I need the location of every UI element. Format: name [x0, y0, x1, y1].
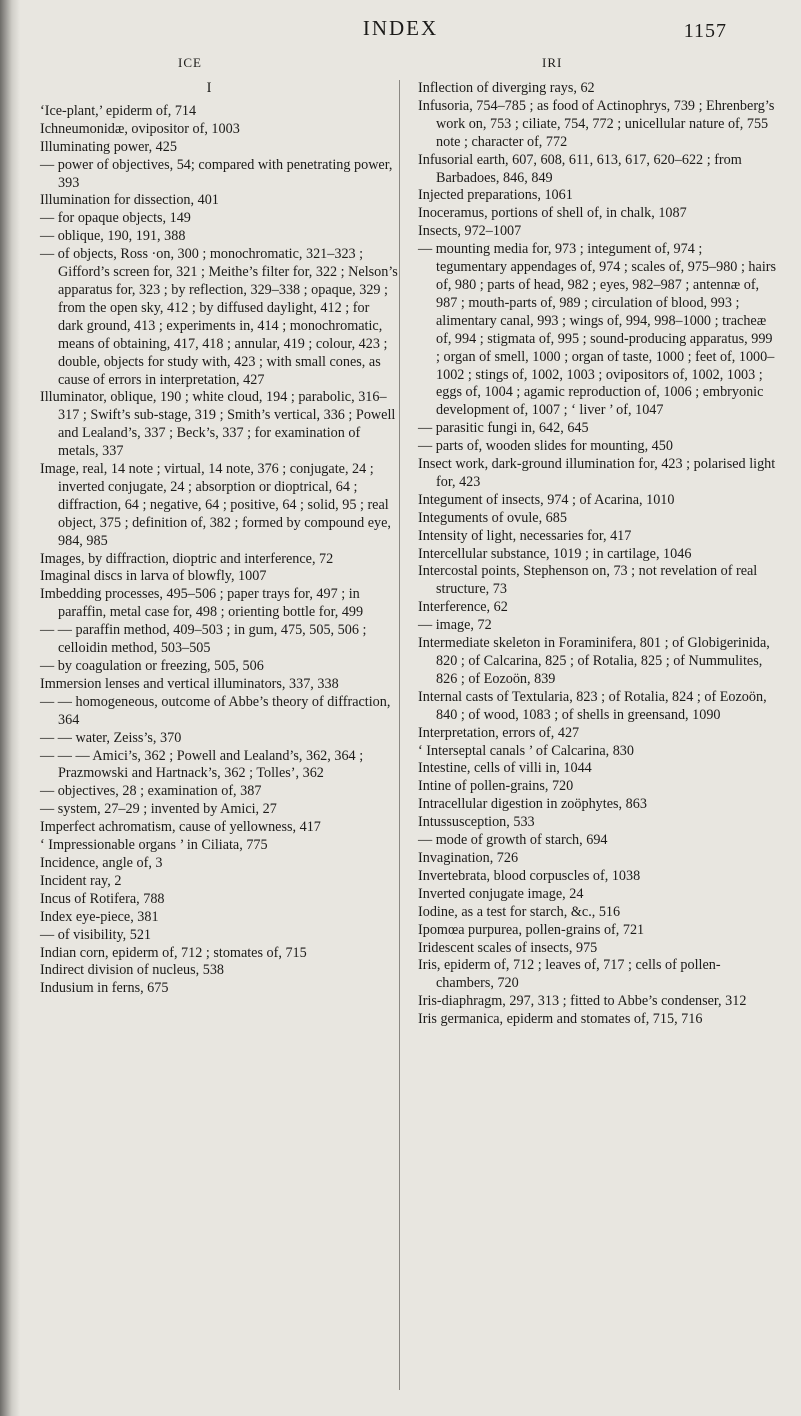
index-entry: — — water, Zeiss’s, 370: [40, 729, 182, 746]
index-entry: Interpretation, errors of, 427: [418, 724, 580, 741]
index-entry: Imbedding processes, 495–506 ; paper trays for, 497 ; in paraffin, metal case for, 498 ; orienting bottle for, 499: [40, 586, 364, 621]
index-entry: Incident ray, 2: [40, 872, 122, 889]
index-entry: Ichneumonidæ, ovipositor of, 1003: [40, 120, 240, 137]
index-entry: ‘ Interseptal canals ’ of Calcarina, 830: [418, 742, 634, 759]
index-entry: Iris germanica, epiderm and stomates of, 715, 716: [418, 1011, 703, 1028]
index-entry: Ipomœa purpurea, pollen-grains of, 721: [418, 921, 645, 938]
index-entry: Infusoria, 754–785 ; as food of Actinophrys, 739 ; Ehrenberg’s work on, 753 ; ciliate, 754, 772 ; unicellular nature of, 755 note ; character of, 772: [418, 97, 775, 150]
page-edge-gradient: [12, 0, 20, 1416]
index-entry: — oblique, 190, 191, 388: [40, 228, 186, 245]
index-entry: Indusium in ferns, 675: [40, 980, 169, 997]
index-entry: ‘ Impressionable organs ’ in Ciliata, 775: [40, 837, 268, 854]
index-entry: Insects, 972–1007: [418, 223, 522, 240]
column-divider: [399, 80, 400, 1390]
index-entry: — — — Amici’s, 362 ; Powell and Lealand’s, 362, 364 ; Prazmowski and Hartnack’s, 362 ; Tolles’, 362: [40, 747, 364, 782]
index-entry: Indian corn, epiderm of, 712 ; stomates of, 715: [40, 944, 307, 961]
index-entry: Inverted conjugate image, 24: [418, 885, 584, 902]
index-entry: Image, real, 14 note ; virtual, 14 note, 376 ; conjugate, 24 ; inverted conjugate, 24 ; absorption or dioptrical, 64 ; diffraction, 64 ; negative, 64 ; positive, 64 ; solid, 95 ; real object, 375 ; definition of, 382 ; formed by compound eye, 984, 985: [40, 461, 391, 549]
index-entry: Intensity of light, necessaries for, 417: [418, 527, 632, 544]
index-entry: Insect work, dark-ground illumination for, 423 ; polarised light for, 423: [418, 456, 776, 490]
index-entry: Internal casts of Textularia, 823 ; of Rotalia, 824 ; of Eozoön, 840 ; of wood, 1083 ; of shells in greensand, 1090: [418, 688, 767, 723]
index-entry: — — paraffin method, 409–503 ; in gum, 475, 505, 506 ; celloidin method, 503–505: [40, 622, 367, 657]
guide-word-right: IRI: [542, 55, 563, 70]
index-entry: Imaginal discs in larva of blowfly, 1007: [40, 568, 267, 585]
index-entry: Integument of insects, 974 ; of Acarina, 1010: [418, 491, 675, 508]
index-entry: Iodine, as a test for starch, &c., 516: [418, 903, 621, 920]
index-entry: Integuments of ovule, 685: [418, 509, 567, 526]
index-entry: — by coagulation or freezing, 505, 506: [40, 658, 264, 674]
index-entry: Indirect division of nucleus, 538: [40, 962, 225, 979]
index-entry: Iridescent scales of insects, 975: [418, 939, 598, 956]
index-entry: Inoceramus, portions of shell of, in chalk, 1087: [418, 205, 687, 222]
index-entry: Illuminating power, 425: [40, 138, 177, 155]
right-column: [418, 80, 776, 1029]
index-entry: — of objects, Ross ·on, 300 ; monochromatic, 321–323 ; Gifford’s screen for, 321 ; Meithe’s filter for, 322 ; Nelson’s apparatus for, 323 ; by reflection, 329–338 ; opaque, 329 ; from the open sky, 412 ; by diffused daylight, 412 ; for dark ground, 413 ; experiments in, 414 ; monochromatic, means of obtaining, 417, 418 ; annular, 419 ; colour, 423 ; double, objects for study with, 423 ; with small cones, as cause of errors in interpretation, 427: [40, 246, 398, 388]
left-column: [40, 80, 398, 998]
index-entry: Intestine, cells of villi in, 1044: [418, 760, 592, 777]
index-entry: — system, 27–29 ; invented by Amici, 27: [40, 801, 277, 818]
index-entry: — mounting media for, 973 ; integument of, 974 ; tegumentary appendages of, 974 ; scales of, 975–980 ; hairs of, 980 ; parts of head, 982 ; eyes, 982–987 ; antennæ of, 987 ; mouth-parts of, 989 ; circulation of blood, 993 ; alimentary canal, 993 ; wings of, 994, 998–1000 ; tracheæ of, 994 ; stigmata of, 995 ; sound-producing apparatus, 999 ; organ of smell, 1000 ; organ of taste, 1000 ; feet of, 1000–1002 ; stings of, 1002, 1003 ; ovipositors of, 1002, 1003 ; eggs of, 1004 ; agamic reproduction of, 1006 ; embryonic development of, 1007 ; ‘ liver ’ of, 1047: [418, 241, 777, 419]
page-number: 1157: [683, 20, 727, 42]
page-title: INDEX: [362, 16, 439, 40]
index-entry: — power of objectives, 54; compared with penetrating power, 393: [40, 156, 393, 191]
index-entry: Intine of pollen-grains, 720: [418, 778, 574, 795]
index-entry: Intracellular digestion in zoöphytes, 863: [418, 796, 647, 813]
index-entry: Invertebrata, blood corpuscles of, 1038: [418, 867, 641, 884]
guide-word-left: ICE: [178, 55, 202, 70]
index-entry: Imperfect achromatism, cause of yellowness, 417: [40, 819, 321, 836]
index-entry: Intussusception, 533: [418, 814, 535, 831]
index-entry: Iris, epiderm of, 712 ; leaves of, 717 ; cells of pollen-chambers, 720: [418, 957, 721, 992]
index-entry: Illuminator, oblique, 190 ; white cloud, 194 ; parabolic, 316–317 ; Swift’s sub-stage, 319 ; Smith’s vertical, 336 ; Powell and Lealand’s, 337 ; Beck’s, 337 ; for examination of metals, 337: [40, 389, 396, 460]
right-entry-list: [418, 80, 776, 1029]
index-entry: Intercellular substance, 1019 ; in cartilage, 1046: [418, 545, 692, 562]
section-letter: I: [206, 80, 212, 96]
index-entry: Index eye-piece, 381: [40, 908, 159, 925]
index-entry: — parasitic fungi in, 642, 645: [418, 420, 589, 437]
index-entry: Illumination for dissection, 401: [40, 192, 219, 209]
index-entry: — image, 72: [418, 617, 492, 634]
left-entry-list: [40, 103, 398, 998]
index-entry: Immersion lenses and vertical illuminators, 337, 338: [40, 675, 339, 692]
index-entry: — of visibility, 521: [40, 926, 152, 943]
index-entry: Invagination, 726: [418, 849, 519, 866]
index-entry: Iris-diaphragm, 297, 313 ; fitted to Abbe’s condenser, 312: [418, 993, 747, 1010]
index-entry: — objectives, 28 ; examination of, 387: [40, 783, 262, 800]
index-entry: Images, by diffraction, dioptric and interference, 72: [40, 550, 334, 567]
index-entry: Incidence, angle of, 3: [40, 854, 163, 871]
index-entry: Injected preparations, 1061: [418, 187, 573, 204]
page-edge-shadow: [0, 0, 12, 1416]
index-entry: Interference, 62: [418, 599, 508, 616]
index-entry: — — homogeneous, outcome of Abbe’s theory of diffraction, 364: [40, 693, 391, 728]
index-entry: Incus of Rotifera, 788: [40, 890, 165, 907]
index-entry: Inflection of diverging rays, 62: [418, 80, 595, 96]
index-entry: Infusorial earth, 607, 608, 611, 613, 617, 620–622 ; from Barbadoes, 846, 849: [418, 151, 742, 186]
index-entry: — mode of growth of starch, 694: [418, 832, 608, 849]
index-entry: — parts of, wooden slides for mounting, 450: [418, 438, 673, 455]
index-entry: ‘Ice-plant,’ epiderm of, 714: [40, 102, 197, 119]
index-entry: Intermediate skeleton in Foraminifera, 801 ; of Globigerinida, 820 ; of Calcarina, 825 ; of Rotalia, 825 ; of Nummulites, 826 ; of Eozoön, 839: [418, 635, 770, 687]
index-entry: Intercostal points, Stephenson on, 73 ; not revelation of real structure, 73: [418, 563, 758, 598]
index-entry: — for opaque objects, 149: [40, 210, 191, 227]
